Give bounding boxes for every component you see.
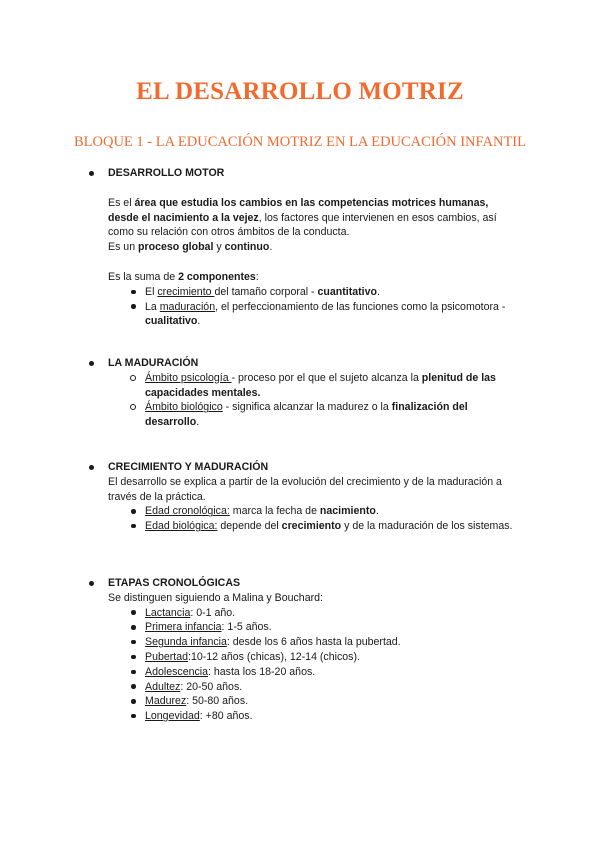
- process-paragraph: Es un proceso global y continuo.: [108, 241, 273, 254]
- bullet-icon: [131, 655, 136, 660]
- definition-paragraph: Es el área que estudia los cambios en las competencias motrices humanas, desde el nacimiento a la vejez, los factores que intervienen en esos cambios, así como su relación con otros ámbitos de la conducta.: [108, 196, 497, 239]
- page-title: EL DESARROLLO MOTRIZ: [136, 78, 464, 105]
- block-subtitle: BLOQUE 1 - LA EDUCACIÓN MOTRIZ EN LA EDUCACIÓN INFANTIL: [73, 134, 526, 150]
- bullet-icon: [131, 684, 136, 689]
- list-item: Madurez: 50-80 años.: [0, 694, 520, 709]
- bullet-icon: [131, 670, 136, 675]
- maduracion-list: [0, 371, 600, 430]
- bullet-icon: [131, 699, 136, 704]
- list-item: Pubertad:10-12 años (chicas), 12-14 (chicos).: [0, 650, 520, 665]
- bullet-icon: [89, 465, 94, 470]
- etapas-list: [0, 606, 600, 724]
- list-item: Primera infancia: 1-5 años.: [0, 620, 520, 635]
- edad-list: [0, 504, 600, 534]
- list-item: El crecimiento del tamaño corporal - cuantitativo.: [0, 285, 520, 300]
- components-paragraph: Es la suma de 2 componentes:: [108, 270, 259, 283]
- bullet-icon: [131, 509, 136, 514]
- bullet-icon: [131, 524, 136, 529]
- list-item: Adultez: 20-50 años.: [0, 680, 520, 695]
- section-etapas: [0, 576, 600, 724]
- section-heading: ETAPAS CRONOLÓGICAS: [0, 576, 600, 591]
- components-list: [0, 285, 600, 329]
- list-item: La maduración, el perfeccionamiento de las funciones como la psicomotora - cualitativo.: [0, 300, 520, 330]
- etapas-intro: Se distinguen siguiendo a Malina y Bouchard:: [108, 591, 323, 604]
- list-item: Edad cronológica: marca la fecha de nacimiento.: [0, 504, 520, 519]
- bullet-icon: [131, 610, 136, 615]
- section-heading: CRECIMIENTO Y MADURACIÓN: [0, 460, 600, 475]
- bullet-icon: [89, 171, 94, 176]
- section-heading: LA MADURACIÓN: [0, 356, 600, 371]
- bullet-icon: [131, 640, 136, 645]
- list-item: Lactancia: 0-1 año.: [0, 606, 520, 621]
- list-item: Segunda infancia: desde los 6 años hasta la pubertad.: [0, 635, 520, 650]
- circle-bullet-icon: [130, 375, 136, 381]
- section-maduracion: [0, 356, 600, 430]
- list-item: Ámbito psicología - proceso por el que el sujeto alcanza la plenitud de las capacidades mentales.: [0, 371, 520, 401]
- bullet-icon: [131, 290, 136, 295]
- crecimiento-paragraph: El desarrollo se explica a partir de la evolución del crecimiento y de la maduración a través de la práctica.: [108, 475, 502, 503]
- bullet-icon: [131, 625, 136, 630]
- bullet-icon: [131, 714, 136, 719]
- list-item: Edad biológica: depende del crecimiento y de la maduración de los sistemas.: [0, 519, 520, 534]
- list-item: Ámbito biológico - significa alcanzar la madurez o la finalización del desarrollo.: [0, 400, 520, 430]
- list-item: Adolescencia: hasta los 18-20 años.: [0, 665, 520, 680]
- bullet-icon: [89, 581, 94, 586]
- list-item: Longevidad: +80 años.: [0, 709, 520, 724]
- section-heading: DESARROLLO MOTOR: [0, 166, 600, 181]
- bullet-icon: [131, 304, 136, 309]
- section-desarrollo-motor: [0, 166, 600, 329]
- circle-bullet-icon: [130, 404, 136, 410]
- section-crecimiento: [0, 460, 600, 534]
- bullet-icon: [89, 361, 94, 366]
